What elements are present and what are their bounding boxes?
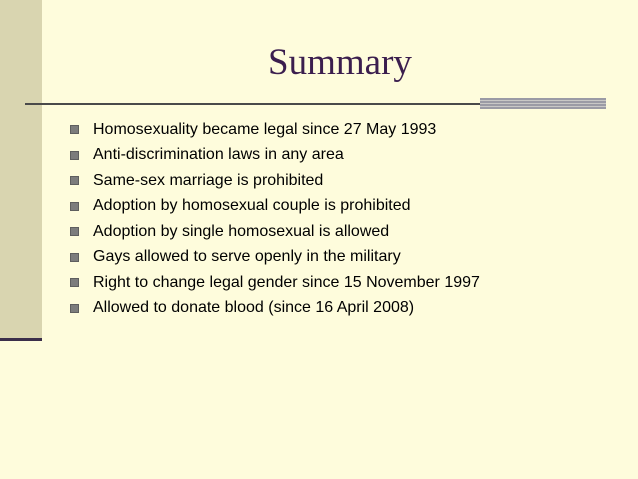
square-bullet-icon	[70, 202, 79, 211]
bullet-text: Homosexuality became legal since 27 May 1993	[93, 120, 437, 138]
bullet-item	[70, 245, 630, 271]
title-underline-rule	[25, 103, 480, 105]
bullet-item	[70, 143, 630, 169]
bullet-text: Adoption by single homosexual is allowed	[93, 222, 390, 240]
square-bullet-icon	[70, 125, 79, 134]
square-bullet-icon	[70, 176, 79, 185]
bullet-text: Allowed to donate blood (since 16 April 2008)	[93, 299, 415, 317]
left-decorative-bar	[0, 0, 42, 340]
square-bullet-icon	[70, 227, 79, 236]
bullet-item	[70, 117, 630, 143]
bullet-text: Same-sex marriage is prohibited	[93, 171, 324, 189]
bullet-text: Anti-discrimination laws in any area	[93, 146, 344, 164]
bullet-item	[70, 168, 630, 194]
square-bullet-icon	[70, 253, 79, 262]
bullet-list	[70, 117, 630, 321]
slide-title: Summary	[268, 42, 412, 83]
bullet-item	[70, 194, 630, 220]
square-bullet-icon	[70, 151, 79, 160]
bullet-item	[70, 296, 630, 322]
bullet-text: Gays allowed to serve openly in the military	[93, 248, 401, 266]
bullet-item	[70, 219, 630, 245]
bullet-text: Adoption by homosexual couple is prohibited	[93, 197, 411, 215]
square-bullet-icon	[70, 304, 79, 313]
bullet-text: Right to change legal gender since 15 November 1997	[93, 273, 480, 291]
square-bullet-icon	[70, 278, 79, 287]
bullet-item	[70, 270, 630, 296]
title-rule-accent-block	[480, 98, 606, 109]
left-bar-bottom-rule	[0, 338, 42, 341]
